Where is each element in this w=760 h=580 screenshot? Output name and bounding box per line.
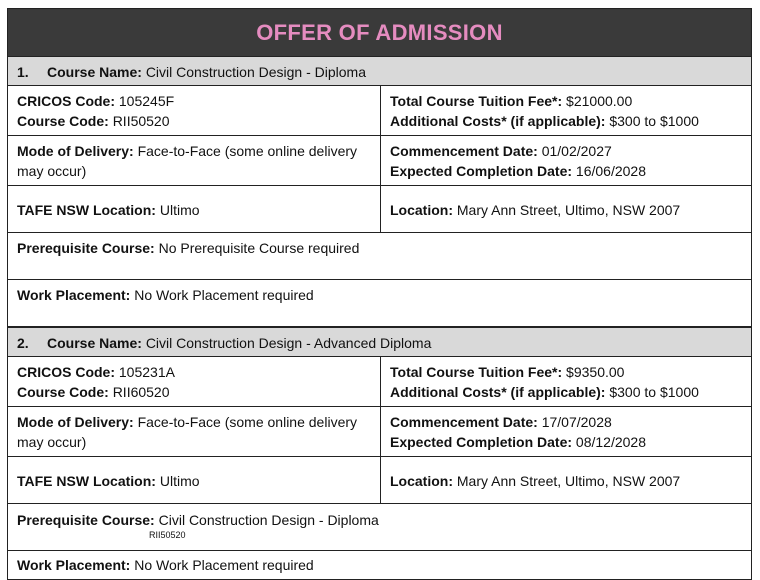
fee-label: Total Course Tuition Fee*: (390, 364, 563, 380)
delivery-mode: Face-to-Face (some online delivery may occur) (17, 143, 358, 179)
delivery-cell (8, 407, 381, 456)
completion-label: Expected Completion Date: (390, 163, 573, 179)
location-row (8, 457, 751, 504)
location-label: Location: (390, 472, 453, 489)
location-label: Location: (390, 201, 453, 218)
tuition-fee: $21000.00 (566, 93, 633, 109)
delivery-row (8, 407, 751, 457)
additional-costs-label: Additional Costs* (if applicable): (390, 384, 606, 400)
address-cell (381, 186, 751, 232)
completion-date: 16/06/2028 (575, 163, 646, 179)
additional-costs-label: Additional Costs* (if applicable): (390, 113, 606, 129)
course-number: 1. (17, 64, 29, 80)
additional-costs: $300 to $1000 (609, 384, 699, 400)
delivery-label: Mode of Delivery: (17, 143, 134, 159)
course-heading (8, 327, 751, 357)
dates-cell (381, 407, 751, 456)
tafe-location-cell (8, 186, 381, 232)
prerequisite-row (8, 504, 751, 551)
additional-costs: $300 to $1000 (609, 113, 699, 129)
course-code: RII50520 (112, 113, 170, 129)
location-address: Mary Ann Street, Ultimo, NSW 2007 (456, 472, 681, 489)
tafe-location: Ultimo (159, 472, 200, 489)
prerequisite-label: Prerequisite Course: (17, 240, 155, 256)
course-codes-row (8, 86, 751, 136)
placement-label: Work Placement: (17, 557, 131, 573)
completion-date: 08/12/2028 (575, 434, 646, 450)
commencement-date: 01/02/2027 (541, 143, 612, 159)
tuition-fee: $9350.00 (566, 364, 625, 380)
placement-cell (8, 280, 751, 326)
placement-value: No Work Placement required (134, 287, 314, 303)
offer-document (7, 8, 752, 580)
course-code-label: Course Code: (17, 384, 109, 400)
placement-label: Work Placement: (17, 287, 131, 303)
document-title: OFFER OF ADMISSION (8, 9, 751, 56)
address-cell (381, 457, 751, 503)
course-heading (8, 56, 751, 86)
prerequisite-course-code: RII50520 (149, 530, 186, 540)
course-name: Civil Construction Design - Diploma (145, 64, 366, 80)
commencement-label: Commencement Date: (390, 414, 538, 430)
course-name-label: Course Name: (47, 335, 142, 351)
cricos-code: 105245F (118, 93, 175, 109)
tafe-location-label: TAFE NSW Location: (17, 201, 156, 218)
delivery-label: Mode of Delivery: (17, 414, 134, 430)
placement-value: No Work Placement required (134, 557, 314, 573)
cricos-code: 105231A (118, 364, 175, 380)
prerequisite-cell (8, 233, 751, 279)
location-row (8, 186, 751, 233)
prerequisite-value: No Prerequisite Course required (158, 240, 360, 256)
location-address: Mary Ann Street, Ultimo, NSW 2007 (456, 201, 681, 218)
completion-label: Expected Completion Date: (390, 434, 573, 450)
placement-row (8, 551, 751, 579)
commencement-date: 17/07/2028 (541, 414, 612, 430)
delivery-row (8, 136, 751, 186)
course-codes-row (8, 357, 751, 407)
course-code-label: Course Code: (17, 113, 109, 129)
fees-cell (381, 86, 751, 135)
codes-cell (8, 357, 381, 406)
course-name-label: Course Name: (47, 64, 142, 80)
tafe-location-cell (8, 457, 381, 503)
codes-cell (8, 86, 381, 135)
prerequisite-label: Prerequisite Course: (17, 512, 155, 528)
course-name: Civil Construction Design - Advanced Diploma (145, 335, 432, 351)
tafe-location: Ultimo (159, 201, 200, 218)
delivery-cell (8, 136, 381, 185)
tafe-location-label: TAFE NSW Location: (17, 472, 156, 489)
prerequisite-cell (8, 504, 751, 550)
cricos-label: CRICOS Code: (17, 93, 115, 109)
fees-cell (381, 357, 751, 406)
commencement-label: Commencement Date: (390, 143, 538, 159)
course-code: RII60520 (112, 384, 170, 400)
placement-row (8, 280, 751, 327)
dates-cell (381, 136, 751, 185)
prerequisite-row (8, 233, 751, 280)
fee-label: Total Course Tuition Fee*: (390, 93, 563, 109)
prerequisite-value: Civil Construction Design - Diploma (158, 512, 379, 528)
cricos-label: CRICOS Code: (17, 364, 115, 380)
delivery-mode: Face-to-Face (some online delivery may occur) (17, 414, 358, 450)
placement-cell (8, 551, 751, 579)
course-number: 2. (17, 335, 29, 351)
